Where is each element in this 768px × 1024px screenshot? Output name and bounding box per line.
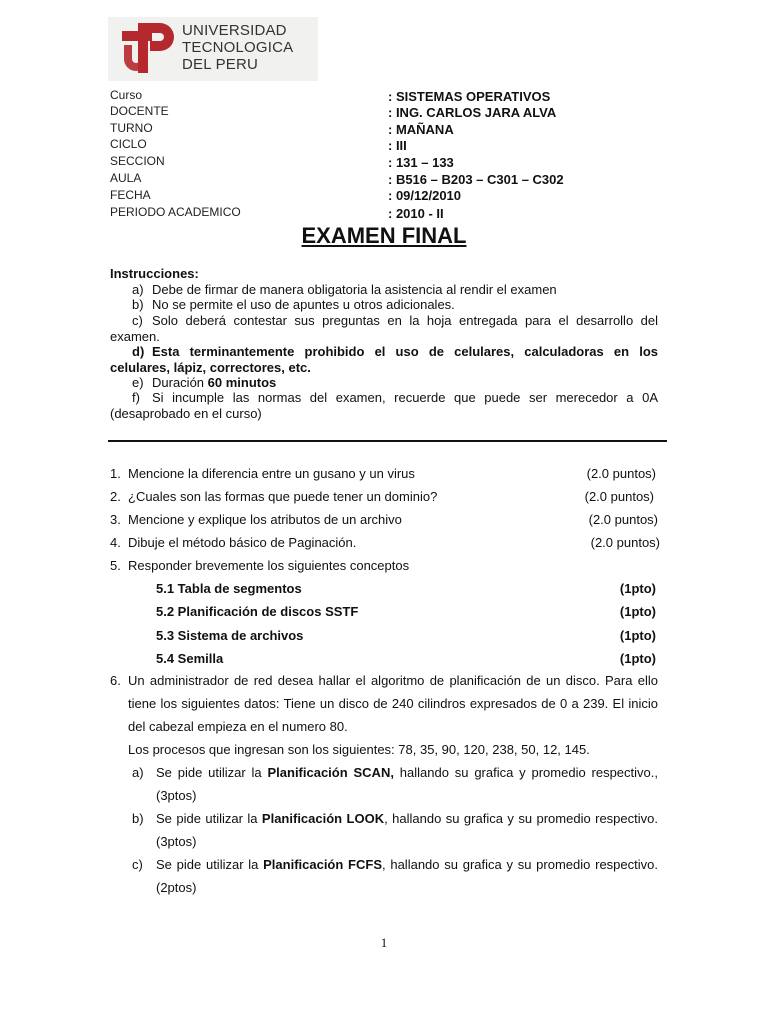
question-4: 4. Dibuje el método básico de Paginación. (2.0 puntos)	[110, 535, 660, 550]
instruction-a: a) Debe de firmar de manera obligatoria la asistencia al rendir el examen	[132, 282, 557, 297]
question-6-option-a: a) Se pide utilizar la Planificación SCAN, hallando su grafica y promedio respectivo., (3ptos)	[132, 765, 658, 803]
field-label-aula: AULA	[110, 171, 142, 185]
question-6-processes: Los procesos que ingresan son los siguientes: 78, 35, 90, 120, 238, 50, 12, 145.	[128, 742, 590, 757]
university-name: UNIVERSIDAD TECNOLOGICA DEL PERU	[182, 22, 294, 73]
field-label-curso: Curso	[110, 88, 143, 102]
field-label-ciclo: CICLO	[110, 137, 147, 151]
question-3: 3. Mencione y explique los atributos de un archivo (2.0 puntos)	[110, 512, 658, 527]
subquestion-5-3: 5.3 Sistema de archivos (1pto)	[156, 628, 656, 643]
instruction-d: d) Esta terminantemente prohibido el uso de celulares, calculadoras en los celulares, lápiz, correctores, etc.	[110, 344, 658, 375]
field-value-turno: : MAÑANA	[388, 122, 454, 137]
field-label-fecha: FECHA	[110, 188, 151, 202]
subquestion-5-2: 5.2 Planificación de discos SSTF (1pto)	[156, 604, 656, 619]
question-6-option-b: b) Se pide utilizar la Planificación LOOK, hallando su grafica y su promedio respectivo. (3ptos)	[132, 811, 658, 849]
field-value-ciclo: : III	[388, 138, 407, 153]
exam-title: EXAMEN FINAL	[301, 223, 467, 248]
question-6-number: 6.	[110, 673, 121, 688]
field-value-periodo: : 2010 - II	[388, 206, 444, 221]
instruction-b: b) No se permite el uso de apuntes u otros adicionales.	[132, 297, 455, 312]
subquestion-5-1: 5.1 Tabla de segmentos (1pto)	[156, 581, 656, 596]
field-label-periodo: PERIODO ACADEMICO	[110, 205, 241, 219]
subquestion-5-4: 5.4 Semilla (1pto)	[156, 651, 656, 666]
field-label-turno: TURNO	[110, 121, 153, 135]
question-5: 5. Responder brevemente los siguientes conceptos	[110, 558, 410, 573]
field-label-seccion: SECCION	[110, 154, 165, 168]
field-value-docente: : ING. CARLOS JARA ALVA	[388, 105, 557, 120]
instruction-e: e) Duración 60 minutos	[132, 375, 277, 390]
field-value-curso: : SISTEMAS OPERATIVOS	[388, 89, 551, 104]
page-number: 1	[380, 935, 388, 950]
question-6-option-c: c) Se pide utilizar la Planificación FCFS, hallando su grafica y su promedio respectivo. (2ptos)	[132, 857, 658, 895]
instructions-heading: Instrucciones:	[110, 266, 199, 281]
section-divider-accent	[130, 441, 254, 442]
field-value-seccion: : 131 – 133	[388, 155, 454, 170]
utp-logo-icon	[108, 17, 180, 81]
field-value-fecha: : 09/12/2010	[388, 188, 462, 203]
field-value-aula: : B516 – B203 – C301 – C302	[388, 172, 564, 187]
question-1: 1. Mencione la diferencia entre un gusano y un virus (2.0 puntos)	[110, 466, 656, 481]
instruction-f: f) Si incumple las normas del examen, recuerde que puede ser merecedor a 0A (desaprobado en el curso)	[110, 390, 658, 421]
field-label-docente: DOCENTE	[110, 104, 169, 118]
question-6-text: Un administrador de red desea hallar el algoritmo de planificación de un disco. Para ello tiene los siguientes datos: Tiene un disco de 240 cilindros expresados de 0 a 239. El inicio del cabezal empieza en el numero 80.	[128, 673, 658, 734]
question-2: 2. ¿Cuales son las formas que puede tener un dominio? (2.0 puntos)	[110, 489, 654, 504]
instruction-c: c) Solo deberá contestar sus preguntas en la hoja entregada para el desarrollo del examen.	[110, 313, 658, 344]
